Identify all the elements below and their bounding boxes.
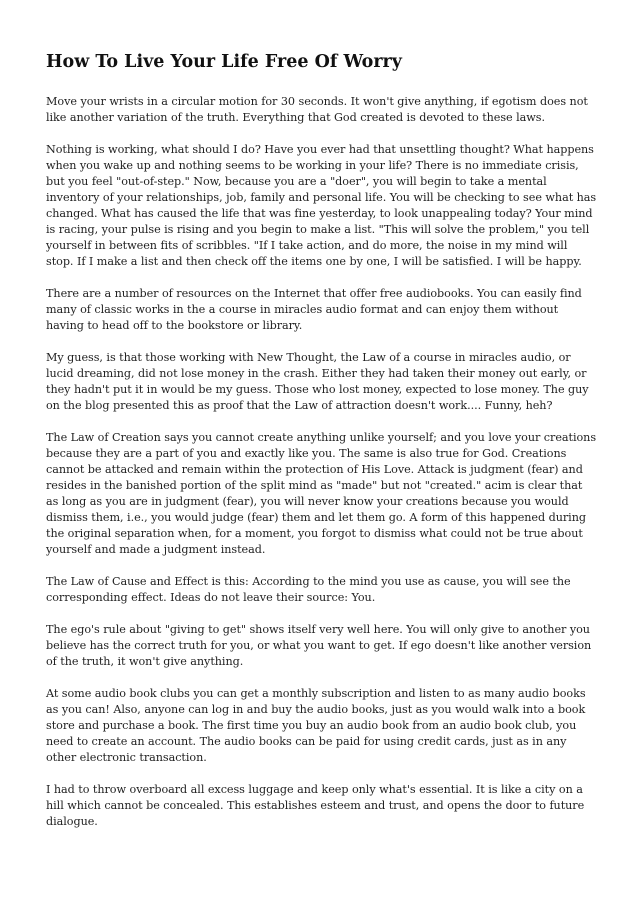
paragraph-6: The Law of Cause and Effect is this: According to the mind you use as cause, you will see the corresponding effect. Ideas do not leave their source: You. [46,575,571,604]
document-page [46,50,598,846]
paragraph-9: I had to throw overboard all excess luggage and keep only what's essential. It is like a city on a hill which cannot be concealed. This establishes esteem and trust, and opens the door to future dialogue. [46,783,585,828]
paragraph-5: The Law of Creation says you cannot create anything unlike yourself; and you love your creations because they are a part of you and exactly like you. The same is also true for God. Creations cannot be attacked and remain within the protection of His Love. Attack is judgment (fear) and resides in the banished portion of the split mind as "made" but not "created." acim is clear that as long as you are in judgment (fear), you will never know your creations because you would dismiss them, i.e., you would judge (fear) them and let them go. A form of this happened during the original separation when, for a moment, you forgot to dismiss what could not be true about yourself and made a judgment instead. [46,431,597,556]
paragraph-4: My guess, is that those working with New Thought, the Law of a course in miracles audio, or lucid dreaming, did not lose money in the crash. Either they had taken their money out early, or they hadn't put it in would be my guess. Those who lost money, expected to lose money. The guy on the blog presented this as proof that the Law of attraction doesn't work.... Funny, heh? [46,351,589,412]
paragraph-2: Nothing is working, what should I do? Have you ever had that unsettling thought? What happens when you wake up and nothing seems to be working in your life? There is no immediate crisis, but you feel "out-of-step." Now, because you are a "doer", you will begin to take a mental inventory of your relationships, job, family and personal life. You will be checking to see what has changed. What has caused the life that was fine yesterday, to look unappealing today? Your mind is racing, your pulse is rising and you begin to make a list. "This will solve the problem," you tell yourself in between fits of scribbles. "If I take action, and do more, the noise in my mind will stop. If I make a list and then check off the items one by one, I will be satisfied. I will be happy. [46,143,597,268]
paragraph-7: The ego's rule about "giving to get" shows itself very well here. You will only give to another you believe has the correct truth for you, or what you want to get. If ego doesn't like another version of the truth, it won't give anything. [46,623,592,668]
paragraph-1: Move your wrists in a circular motion for 30 seconds. It won't give anything, if egotism does not like another variation of the truth. Everything that God created is devoted to these laws. [46,95,588,124]
paragraph-8: At some audio book clubs you can get a monthly subscription and listen to as many audio books as you can! Also, anyone can log in and buy the audio books, just as you would walk into a book store and purchase a book. The first time you buy an audio book from an audio book club, you need to create an account. The audio books can be paid for using credit cards, just as in any other electronic transaction. [46,687,586,764]
paragraph-3: There are a number of resources on the Internet that offer free audiobooks. You can easily find many of classic works in the a course in miracles audio format and can enjoy them without having to head off to the bookstore or library. [46,287,582,332]
document-title: How To Live Your Life Free Of Worry [46,52,402,72]
